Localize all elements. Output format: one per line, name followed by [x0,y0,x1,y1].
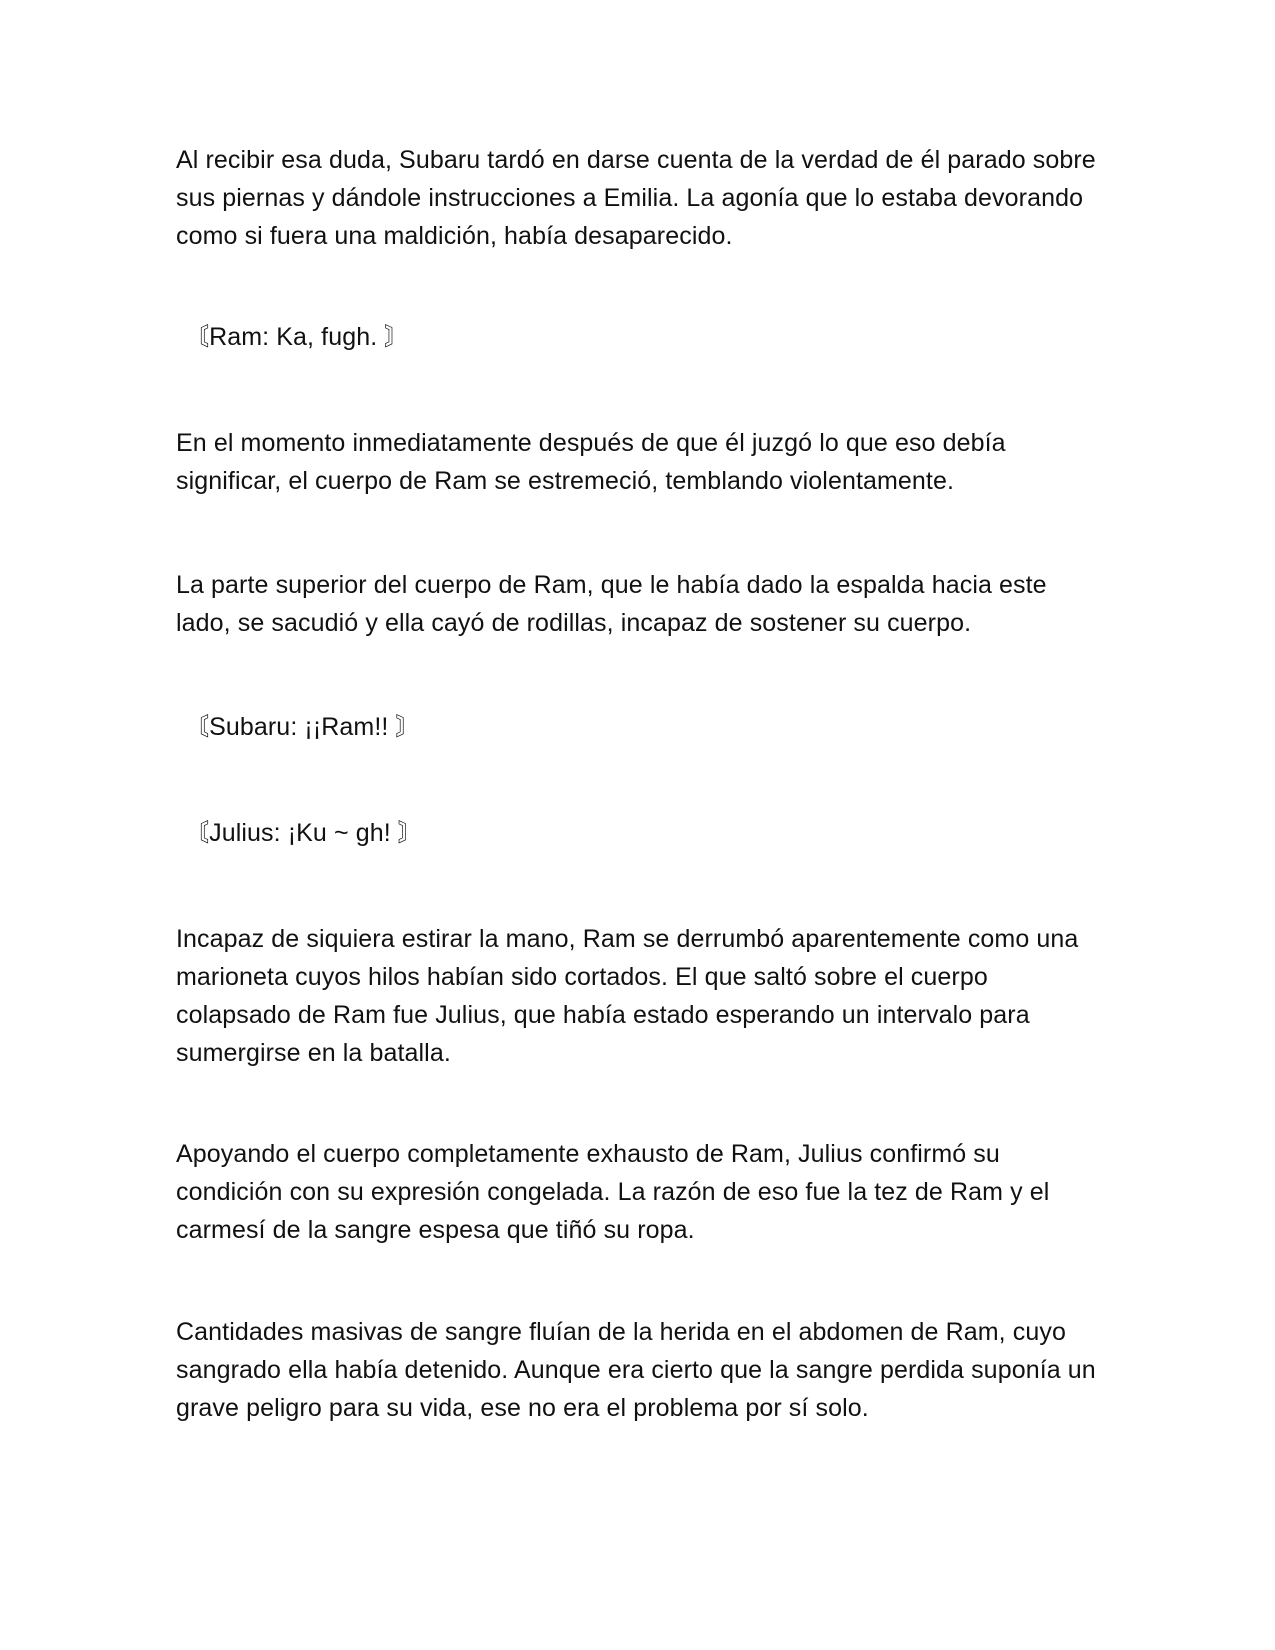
paragraph-4: Incapaz de siquiera estirar la mano, Ram se derrumbó aparentemente como una marioneta cuyos hilos habían sido cortados. El que saltó sobre el cuerpo colapsado de Ram fue Julius, que había estado esperando un intervalo para sumergirse en la batalla. [176,925,1079,1067]
dialogue-subaru: 〘Subaru: ¡¡Ram!! 〙 [184,713,421,741]
dialogue-julius: 〘Julius: ¡Ku ~ gh! 〙 [184,819,423,847]
dialogue-ram-1: 〘Ram: Ka, fugh. 〙 [184,323,410,351]
paragraph-1: Al recibir esa duda, Subaru tardó en darse cuenta de la verdad de él parado sobre sus piernas y dándole instrucciones a Emilia. La agonía que lo estaba devorando como si fuera una maldición, había desaparecido. [176,146,1096,250]
paragraph-3: La parte superior del cuerpo de Ram, que le había dado la espalda hacia este lado, se sacudió y ella cayó de rodillas, incapaz de sostener su cuerpo. [176,571,1047,637]
paragraph-6: Cantidades masivas de sangre fluían de la herida en el abdomen de Ram, cuyo sangrado ella había detenido. Aunque era cierto que la sangre perdida suponía un grave peligro para su vida, ese no era el problema por sí solo. [176,1318,1096,1422]
paragraph-2: En el momento inmediatamente después de que él juzgó lo que eso debía significar, el cuerpo de Ram se estremeció, temblando violentamente. [176,429,1006,495]
paragraph-5: Apoyando el cuerpo completamente exhausto de Ram, Julius confirmó su condición con su expresión congelada. La razón de eso fue la tez de Ram y el carmesí de la sangre espesa que tiñó su ropa. [176,1140,1050,1244]
